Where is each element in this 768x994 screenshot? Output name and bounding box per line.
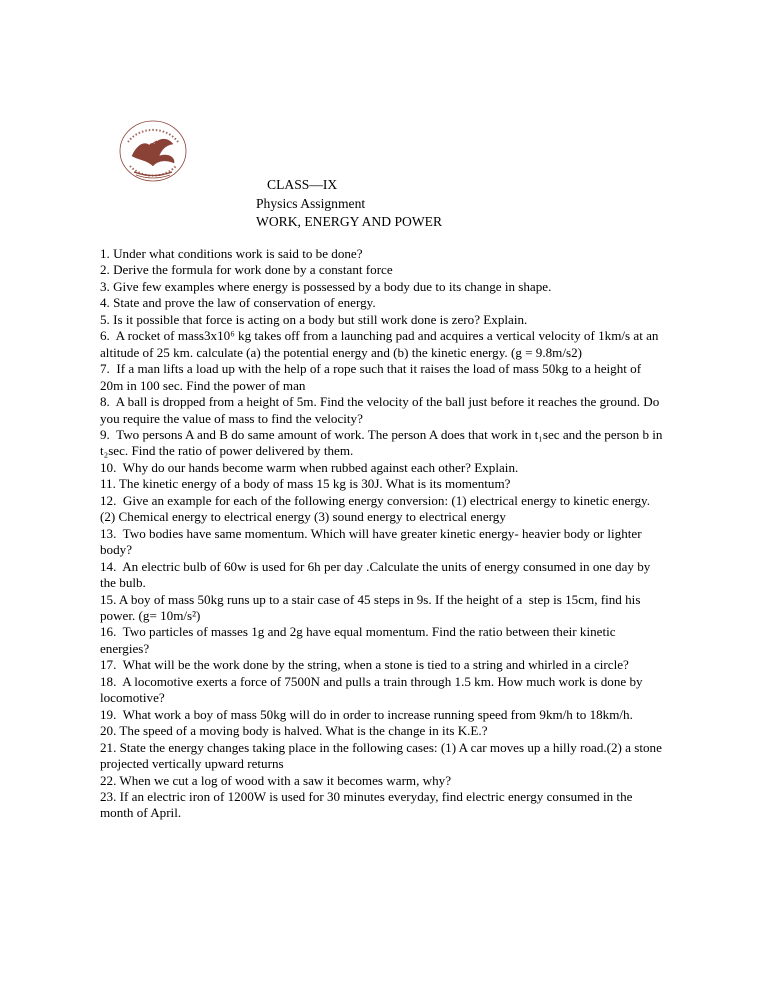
question-item-13: 13. Two bodies have same momentum. Which will have greater kinetic energy- heavier body or lighter body? xyxy=(100,525,645,558)
question-item-6: 6. A rocket of mass3x10⁶ kg takes off from a launching pad and acquires a vertical velocity of 1km/s at an altitude of 25 km. calculate (a) the potential energy and (b) the kinetic energy. (g = 9.8m/s2) xyxy=(100,328,662,360)
question-item-2: 2. Derive the formula for work done by a constant force xyxy=(100,262,393,278)
class-heading: CLASS—IX xyxy=(267,177,338,192)
question-list xyxy=(100,246,665,822)
question-item-14: 14. An electric bulb of 60w is used for 6h per day .Calculate the units of energy consumed in one day by the bulb. xyxy=(100,558,654,591)
question-item-18: 18. A locomotive exerts a force of 7500N and pulls a train through 1.5 km. How much work is done by locomotive? xyxy=(100,673,646,706)
question-item-11: 11. The kinetic energy of a body of mass 15 kg is 30J. What is its momentum? xyxy=(100,476,511,492)
subject-heading: Physics Assignment xyxy=(256,195,366,211)
question-item-22: 22. When we cut a log of wood with a saw it becomes warm, why? xyxy=(100,772,452,788)
question-item-20: 20. The speed of a moving body is halved. What is the change in its K.E.? xyxy=(100,723,488,739)
question-item-15: 15. A boy of mass 50kg runs up to a stair case of 45 steps in 9s. If the height of a step is 15cm, find his power. (g= 10m/s²) xyxy=(100,591,644,623)
question-item-1: 1. Under what conditions work is said to be done? xyxy=(100,246,363,261)
question-item-5: 5. Is it possible that force is acting on a body but still work done is zero? Explain. xyxy=(100,311,528,327)
question-item-19: 19. What work a boy of mass 50kg will do in order to increase running speed from 9km/h to 18km/h. xyxy=(100,706,633,722)
assignment-header xyxy=(100,176,664,232)
question-item-21: 21. State the energy changes taking place in the following cases: (1) A car moves up a hilly road.(2) a stone projected vertically upward returns xyxy=(100,739,666,772)
question-item-4: 4. State and prove the law of conservation of energy. xyxy=(100,295,376,311)
question-item-12: 12. Give an example for each of the following energy conversion: (1) electrical energy to kinetic energy. (2) Chemical energy to electrical energy (3) sound energy to electrical energy xyxy=(100,492,654,525)
question-item-16: 16. Two particles of masses 1g and 2g have equal momentum. Find the ratio between their kinetic energies? xyxy=(100,624,619,656)
question-item-17: 17. What will be the work done by the string, when a stone is tied to a string and whirled in a circle? xyxy=(100,657,629,673)
question-item-9: 9. Two persons A and B do same amount of work. The person A does that work in t₁sec and the person b in t₂sec. Find the ratio of power delivered by them. xyxy=(100,426,666,459)
assignment-title: WORK, ENERGY AND POWER xyxy=(256,214,443,229)
question-item-7: 7. If a man lifts a load up with the help of a rope such that it raises the load of mass 50kg to a height of 20m in 100 sec. Find the power of man xyxy=(100,361,645,393)
question-item-10: 10. Why do our hands become warm when rubbed against each other? Explain. xyxy=(100,459,519,475)
question-item-3: 3. Give few examples where energy is possessed by a body due to its change in shape. xyxy=(100,278,552,294)
question-item-23: 23. If an electric iron of 1200W is used for 30 minutes everyday, find electric energy consumed in the month of April. xyxy=(100,788,636,821)
question-item-8: 8. A ball is dropped from a height of 5m. Find the velocity of the ball just before it reaches the ground. Do you require the value of mass to find the velocity? xyxy=(100,394,663,426)
